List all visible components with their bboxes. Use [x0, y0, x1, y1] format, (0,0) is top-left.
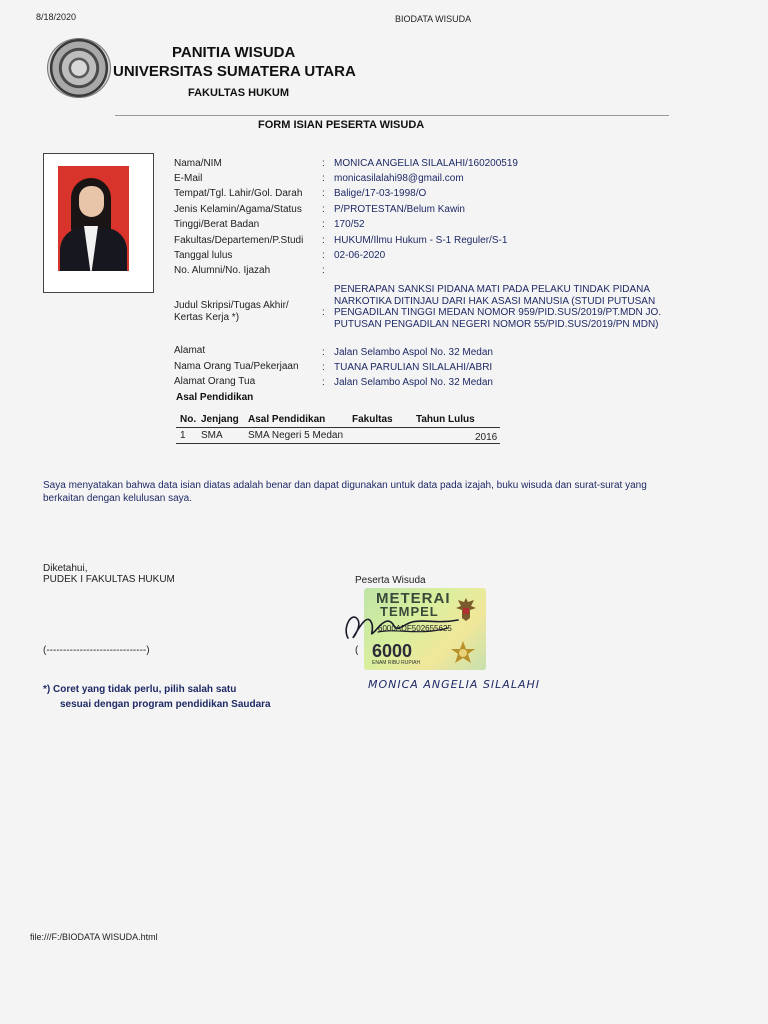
field-value-parent: TUANA PARULIAN SILALAHI/ABRI [334, 362, 493, 373]
field-label: Nama/NIM [174, 158, 222, 169]
field-value-faculty: HUKUM/Ilmu Hukum - S-1 Reguler/S-1 [334, 235, 508, 246]
vice-dean-signature-blank: (------------------------------) [43, 645, 150, 656]
col-header-no: No. [180, 414, 197, 425]
header-divider [115, 115, 669, 116]
print-date: 8/18/2020 [36, 12, 77, 22]
stamp-title: METERAI [376, 590, 451, 607]
thesis-label-2: Kertas Kerja *) [174, 312, 240, 323]
print-file-url: file:///F:/BIODATA WISUDA.html [30, 932, 158, 942]
stamp-amount-words: ENAM RIBU RUPIAH [372, 660, 421, 666]
field-value-email: monicasilalahi98@gmail.com [334, 173, 464, 184]
faculty-title: FAKULTAS HUKUM [188, 87, 290, 99]
field-label: Tempat/Tgl. Lahir/Gol. Darah [174, 188, 303, 199]
field-value-name-nim: MONICA ANGELIA SILALAHI/160200519 [334, 158, 518, 169]
footnote-line-2: sesuai dengan program pendidikan Saudara [60, 699, 271, 710]
col-header-school: Asal Pendidikan [248, 414, 326, 425]
field-value-birth: Balige/17-03-1998/O [334, 188, 427, 199]
field-value-height-weight: 170/52 [334, 219, 365, 230]
vice-dean-title: PUDEK I FAKULTAS HUKUM [43, 574, 175, 585]
participant-label: Peserta Wisuda [355, 575, 426, 586]
education-section-title: Asal Pendidikan [176, 392, 254, 403]
stamp-amount: 6000 [372, 641, 413, 661]
form-title: FORM ISIAN PESERTA WISUDA [258, 119, 425, 131]
print-page-title: BIODATA WISUDA [395, 14, 472, 24]
field-label: Alamat Orang Tua [174, 376, 256, 387]
field-label: Fakultas/Departemen/P.Studi [174, 235, 304, 246]
field-label: Tanggal lulus [174, 250, 233, 261]
thesis-title: PENERAPAN SANKSI PIDANA MATI PADA PELAKU TINDAK PIDANA NARKOTIKA DITINJAU DARI HAK ASASI MANUSIA (STUDI PUTUSAN PENGADILAN TINGGI MEDAN NOMOR 959/PID.SUS/2019/PT.MDN JO. PUTUSAN PENGADILAN NEGERI NOMOR 55/PID.SUS/2019/PN MDN) [334, 284, 662, 330]
col-header-year: Tahun Lulus [416, 414, 475, 425]
student-photo [58, 166, 129, 271]
col-header-level: Jenjang [201, 414, 239, 425]
field-label: Nama Orang Tua/Pekerjaan [174, 361, 299, 372]
participant-name: MONICA ANGELIA SILALAHI [368, 678, 540, 691]
table-bottom-line [176, 443, 500, 444]
field-label: Alamat [174, 345, 206, 356]
stamp-serial: 6000ADF502655625 [378, 624, 452, 633]
footnote-line-1: *) Coret yang tidak perlu, pilih salah satu [43, 684, 237, 695]
participant-paren: ( [355, 645, 359, 656]
thesis-label: Judul Skripsi/Tugas Akhir/ [174, 300, 289, 311]
field-label: E-Mail [174, 173, 203, 184]
committee-title: PANITIA WISUDA [172, 44, 296, 61]
field-value-gender-religion: P/PROTESTAN/Belum Kawin [334, 204, 465, 215]
field-label: Tinggi/Berat Badan [174, 219, 260, 230]
acknowledged-label: Diketahui, [43, 563, 88, 574]
table-header-line [176, 427, 500, 428]
university-title: UNIVERSITAS SUMATERA UTARA [113, 63, 356, 80]
stamp-subtitle: TEMPEL [380, 604, 439, 619]
field-label: No. Alumni/No. Ijazah [174, 265, 271, 276]
col-header-faculty: Fakultas [352, 414, 393, 425]
university-seal-icon [47, 38, 111, 98]
participant-signature [338, 598, 468, 648]
declaration-statement: Saya menyatakan bahwa data isian diatas adalah benar dan dapat digunakan untuk data pada izajah, buku wisuda dan surat-surat yang berkaitan dengan kelulusan saya. [43, 480, 647, 504]
field-value-parent-address: Jalan Selambo Aspol No. 32 Medan [334, 377, 493, 388]
field-label: Jenis Kelamin/Agama/Status [174, 204, 302, 215]
field-value-address: Jalan Selambo Aspol No. 32 Medan [334, 347, 493, 358]
field-value-graduation-date: 02-06-2020 [334, 250, 386, 261]
